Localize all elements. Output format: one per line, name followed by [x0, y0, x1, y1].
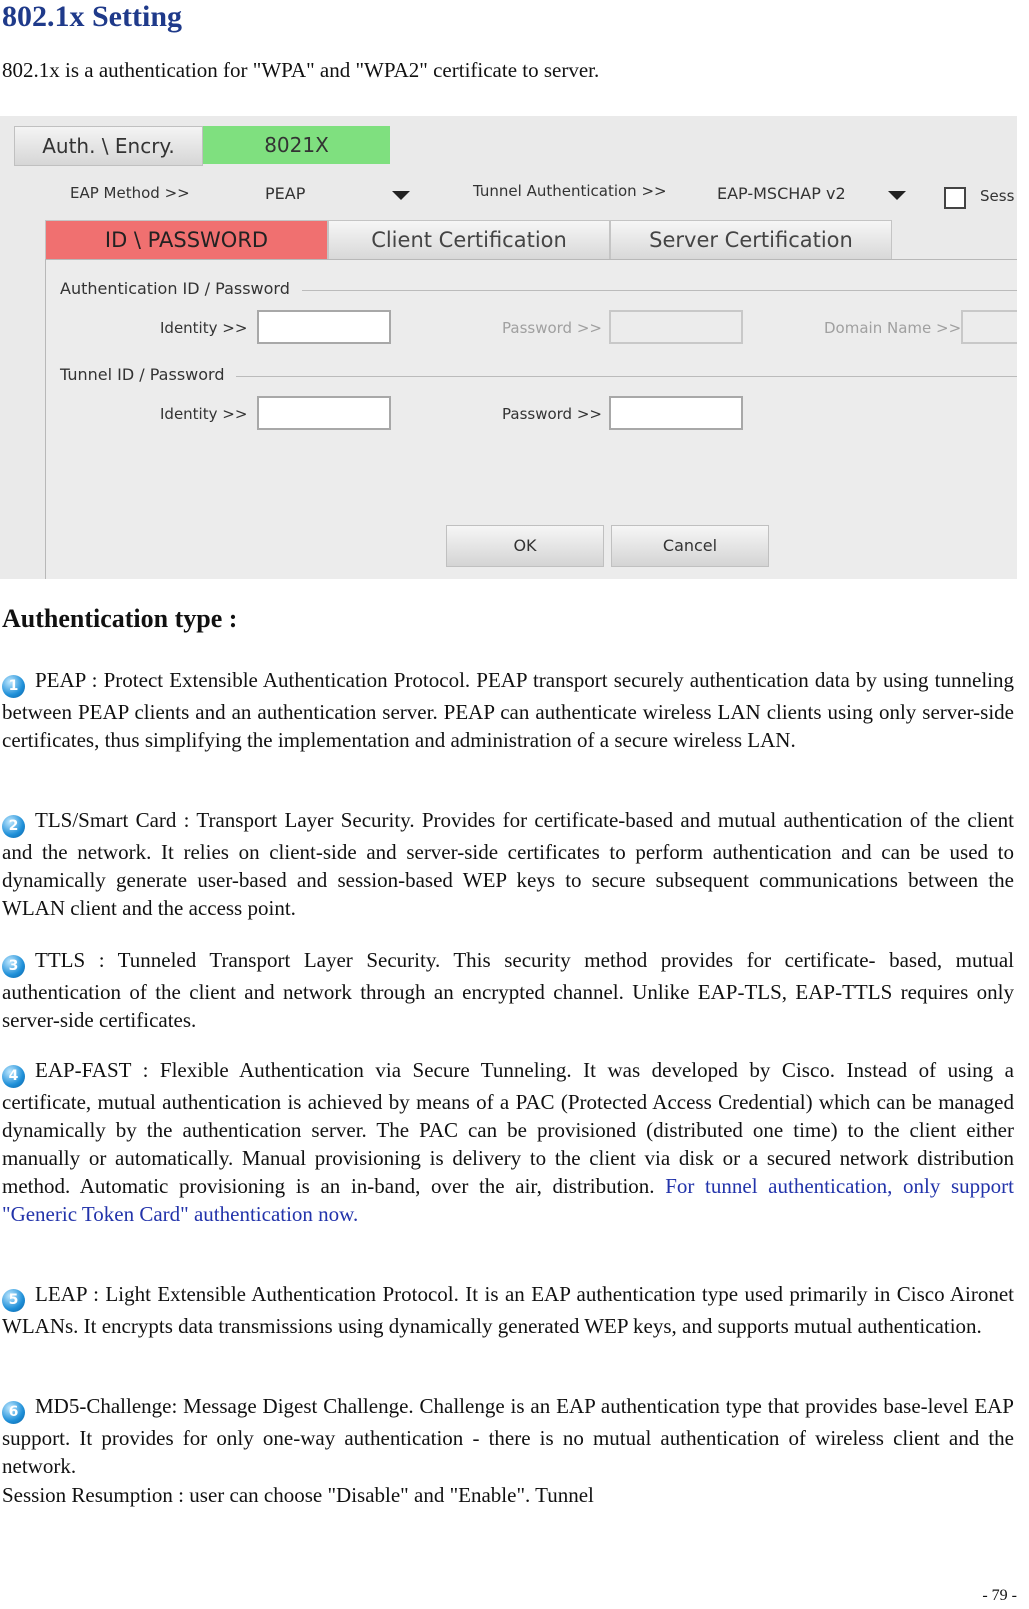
password-label: Password >>	[502, 319, 602, 337]
number-2-icon: 2	[2, 815, 25, 838]
tunnel-password-input[interactable]	[609, 396, 743, 430]
tab-auth-encry[interactable]: Auth. \ Encry.	[14, 126, 203, 166]
domain-name-input	[961, 310, 1017, 344]
tunnel-identity-input[interactable]	[257, 396, 391, 430]
item-ttls	[2, 946, 1014, 1034]
session-label: Sess	[980, 187, 1015, 205]
identity-label: Identity >>	[160, 319, 248, 337]
tunnel-auth-dropdown-icon[interactable]	[888, 191, 906, 200]
tab-8021x[interactable]: 8021X	[203, 126, 390, 164]
tunnel-identity-label: Identity >>	[160, 405, 248, 423]
ok-button[interactable]: OK	[446, 525, 604, 567]
number-1-icon: 1	[2, 675, 25, 698]
session-resumption-text: Session Resumption : user can choose "Disable" and "Enable". Tunnel	[2, 1483, 594, 1507]
item-text: TLS/Smart Card : Transport Layer Security. Provides for certificate-based and mutual authentication of the client and the network. It relies on client-side and server-side certificates to perform authentication and can be used to dynamically generate user-based and session-based WEP keys to secure subsequent communications between the WLAN client and the access point.	[2, 808, 1014, 920]
tunnel-auth-label: Tunnel Authentication >>	[473, 182, 667, 200]
tunnel-id-group-title: Tunnel ID / Password	[60, 365, 225, 384]
tunnel-auth-select[interactable]: EAP-MSCHAP v2	[717, 184, 846, 203]
auth-type-heading: Authentication type :	[2, 604, 238, 633]
intro-text: 802.1x is a authentication for "WPA" and "WPA2" certificate to server.	[2, 58, 600, 82]
item-text: EAP-FAST : Flexible Authentication via Secure Tunneling. It was developed by Cisco. Instead of using a certificate, mutual authentication is achieved by means of a PAC (Protected Access Credential) which can be managed dynamically by the authentication server. The PAC can be provisioned (distributed one time) to the client either manually or automatically. Manual provisioning is delivery to the client via disk or a secured network distribution method. Automatic provisioning is an in-band, over the air, distribution.	[2, 1058, 1014, 1198]
domain-name-label: Domain Name >>	[824, 319, 962, 337]
tab-server-certification[interactable]: Server Certification	[610, 220, 892, 260]
tunnel-password-label: Password >>	[502, 405, 602, 423]
tab-id-password[interactable]: ID \ PASSWORD	[45, 220, 328, 260]
item-text: TTLS : Tunneled Transport Layer Security. This security method provides for certificate- based, mutual authentication of the client and network through an encrypted channel. Unlike EAP-TLS, EAP-TTLS requires only server-side certificates.	[2, 948, 1014, 1032]
item-tls	[2, 806, 1014, 922]
group-divider	[236, 376, 1017, 377]
number-4-icon: 4	[2, 1065, 25, 1088]
number-3-icon: 3	[2, 955, 25, 978]
number-5-icon: 5	[2, 1289, 25, 1312]
eap-method-label: EAP Method >>	[70, 184, 190, 202]
item-text: PEAP : Protect Extensible Authentication Protocol. PEAP transport securely authentication data by using tunneling between PEAP clients and an authentication server. PEAP can authenticate wireless LAN clients using only server-side certificates, thus simplifying the implementation and administration of a secure wireless LAN.	[2, 668, 1014, 752]
settings-screenshot	[0, 116, 1017, 579]
cancel-button[interactable]: Cancel	[611, 525, 769, 567]
item-text: LEAP : Light Extensible Authentication Protocol. It is an EAP authentication type used primarily in Cisco Aironet WLANs. It encrypts data transmissions using dynamically generated WEP keys, and supports mutual authentication.	[2, 1282, 1014, 1338]
item-md5	[2, 1392, 1014, 1480]
item-peap	[2, 666, 1014, 754]
page-number: - 79 -	[982, 1587, 1017, 1604]
password-input	[609, 310, 743, 344]
group-divider	[302, 290, 1017, 291]
page-title: 802.1x Setting	[2, 0, 182, 33]
item-leap	[2, 1280, 1014, 1340]
eap-method-dropdown-icon[interactable]	[392, 191, 410, 200]
tunnel-note: For tunnel authentication, only support "Generic Token Card" authentication now.	[2, 1174, 1015, 1226]
item-text: MD5-Challenge: Message Digest Challenge. Challenge is an EAP authentication type that provides base-level EAP support. It provides for only one-way authentication - there is no mutual authentication of wireless client and the network.	[2, 1394, 1014, 1478]
number-6-icon: 6	[2, 1401, 25, 1424]
auth-id-group-title: Authentication ID / Password	[60, 279, 290, 298]
session-resumption-checkbox[interactable]	[944, 187, 966, 209]
eap-method-select[interactable]: PEAP	[265, 184, 306, 203]
identity-input[interactable]	[257, 310, 391, 344]
tab-client-certification[interactable]: Client Certification	[328, 220, 610, 260]
item-eap-fast	[2, 1056, 1014, 1228]
